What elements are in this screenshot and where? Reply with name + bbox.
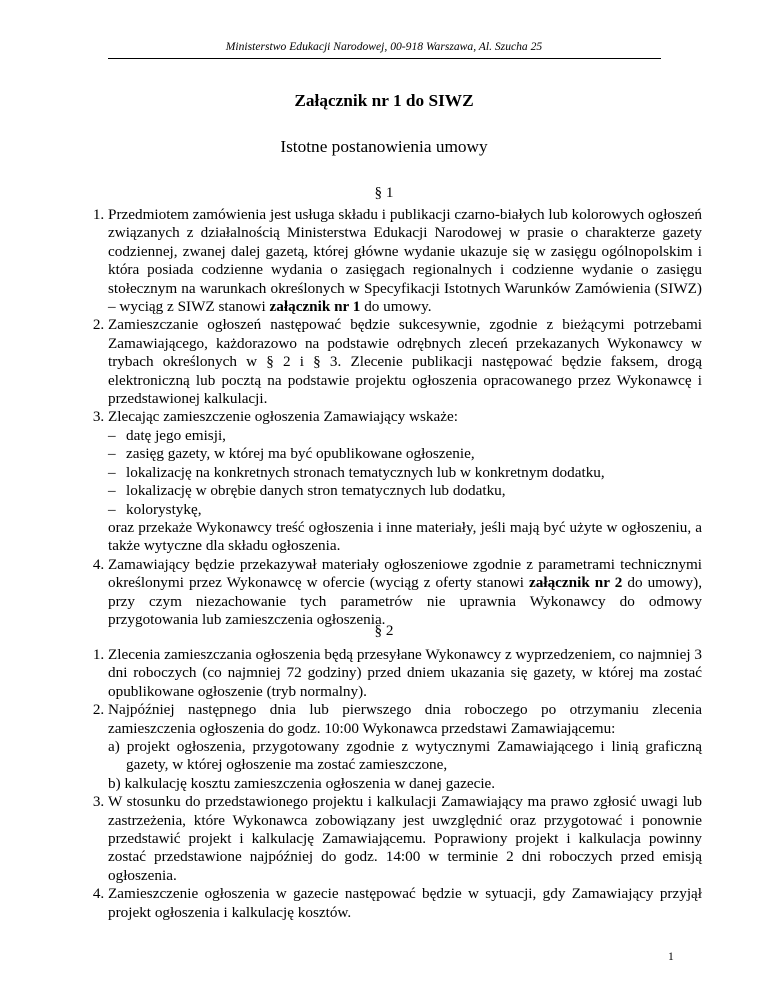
section-2-clause-1: 1. Zlecenia zamieszczania ogłoszenia będą przesyłane Wykonawcy z wyprzedzeniem, co najmniej 3 dni roboczych (co najmniej 72 godziny) przed dniem ukazania się gazety, w której ma zostać opublikowane ogłoszenie (tryb normalny). xyxy=(108,646,702,701)
order-details-list xyxy=(108,427,702,519)
list-item: – lokalizację na konkretnych stronach tematycznych lub w konkretnym dodatku, xyxy=(108,464,702,482)
section-2-clause-3: 3. W stosunku do przedstawionego projektu i kalkulacji Zamawiający ma prawo zgłosić uwagi lub zastrzeżenia, które Wykonawca zobowiązany jest uwzględnić oraz przygotować i ponownie przedstawić projekt i kalkulację Zamawiającemu. Poprawiony projekt i kalkulacja powinny zostać przedstawione najpóźniej do godz. 14:00 w terminie 2 dni roboczych przed emisją ogłoszenia. xyxy=(108,793,702,885)
attachment-1-reference: załącznik nr 1 xyxy=(269,298,361,316)
section-1-clause-4: 4. Zamawiający będzie przekazywał materiały ogłoszeniowe zgodnie z parametrami technicznymi określonymi przez Wykonawcę w ofercie (wyciąg z oferty stanowi załącznik nr 2 do umowy), przy czym niezachowanie tych parametrów nie uprawnia Wykonawcy do odmowy przygotowania lub zamieszczenia ogłoszenia. xyxy=(108,556,702,630)
section-1-clause-1: 1. Przedmiotem zamówienia jest usługa składu i publikacji czarno-białych lub kolorowych ogłoszeń związanych z działalnością Ministerstwa Edukacji Narodowej w prasie o charakterze gazety codziennej, zwanej dalej gazetą, której główne wydanie ukazuje się w zasięgu ogólnopolskim i która posiada codzienne wydania o zasięgach regionalnych i codzienne wydanie o zasięgu stołecznym na warunkach określonych w Specyfikacji Istotnych Warunków Zamówienia (SIWZ) – wyciąg z SIWZ stanowi załącznik nr 1 do umowy. xyxy=(108,206,702,316)
section-2-clause-4: 4. Zamieszczenie ogłoszenia w gazecie następować będzie w sytuacji, gdy Zamawiający przyjął projekt ogłoszenia i kalkulację kosztów. xyxy=(108,885,702,922)
list-item: – kolorystykę, xyxy=(108,501,702,519)
section-2-clauses xyxy=(84,646,702,922)
document-subtitle: Istotne postanowienia umowy xyxy=(280,137,488,156)
section-2-mark: § 2 xyxy=(374,622,394,639)
page-header: Ministerstwo Edukacji Narodowej, 00-918 Warszawa, Al. Szucha 25 xyxy=(225,40,543,53)
attachment-2-reference: załącznik nr 2 xyxy=(529,574,623,592)
list-item: b) kalkulację kosztu zamieszczenia ogłoszenia w danej gazecie. xyxy=(108,774,496,792)
header-rule xyxy=(108,58,661,59)
section-1-clauses xyxy=(84,206,702,629)
section-1-mark: § 1 xyxy=(374,184,394,201)
deliverables-list xyxy=(108,738,702,793)
list-item: – zasięg gazety, w której ma być opublikowane ogłoszenie, xyxy=(108,445,702,463)
list-item: – lokalizację w obrębie danych stron tematycznych lub dodatku, xyxy=(108,482,702,500)
section-2-clause-2: 2. Najpóźniej następnego dnia lub pierwszego dnia roboczego po otrzymaniu zlecenia zamieszczenia ogłoszenia do godz. 10:00 Wykonawca przedstawi Zamawiającemu: a) projekt ogłoszenia, przygotowany zgodnie z wytycznymi Zamawiającego i linią graficzną gazety, w której ogłoszenie ma zostać zamieszczone, b) kalkulację kosztu zamieszczenia ogłoszenia w danej gazecie. xyxy=(108,701,702,793)
page-number: 1 xyxy=(668,950,674,963)
section-1-clause-3: 3. Zlecając zamieszczenie ogłoszenia Zamawiający wskaże: – datę jego emisji, – zasięg gazety, w której ma być opublikowane ogłoszenie, – lokalizację na konkretnych stronach tematycznych lub w konkretnym dodatku, – lokalizację w obrębie danych stron tematycznych lub dodatku, – kolorystykę, oraz przekaże Wykonawcy treść ogłoszenia i inne materiały, jeśli mają być użyte w ogłoszeniu, a także wytyczne dla składu ogłoszenia. xyxy=(108,408,702,555)
section-1-clause-2: 2. Zamieszczanie ogłoszeń następować będzie sukcesywnie, zgodnie z bieżącymi potrzebami Zamawiającego, każdorazowo na podstawie odrębnych zleceń przekazanych Wykonawcy w trybach określonych w § 2 i § 3. Zlecenie publikacji następować będzie faksem, drogą elektroniczną lub pocztą na podstawie projektu ogłoszenia opracowanego przez Wykonawcę i przedstawionej kalkulacji. xyxy=(108,316,702,408)
document-title: Załącznik nr 1 do SIWZ xyxy=(294,91,474,110)
list-item: – datę jego emisji, xyxy=(108,427,702,445)
list-item: a) projekt ogłoszenia, przygotowany zgodnie z wytycznymi Zamawiającego i linią graficzną gazety, w której ogłoszenie ma zostać zamieszczone, xyxy=(108,738,702,774)
